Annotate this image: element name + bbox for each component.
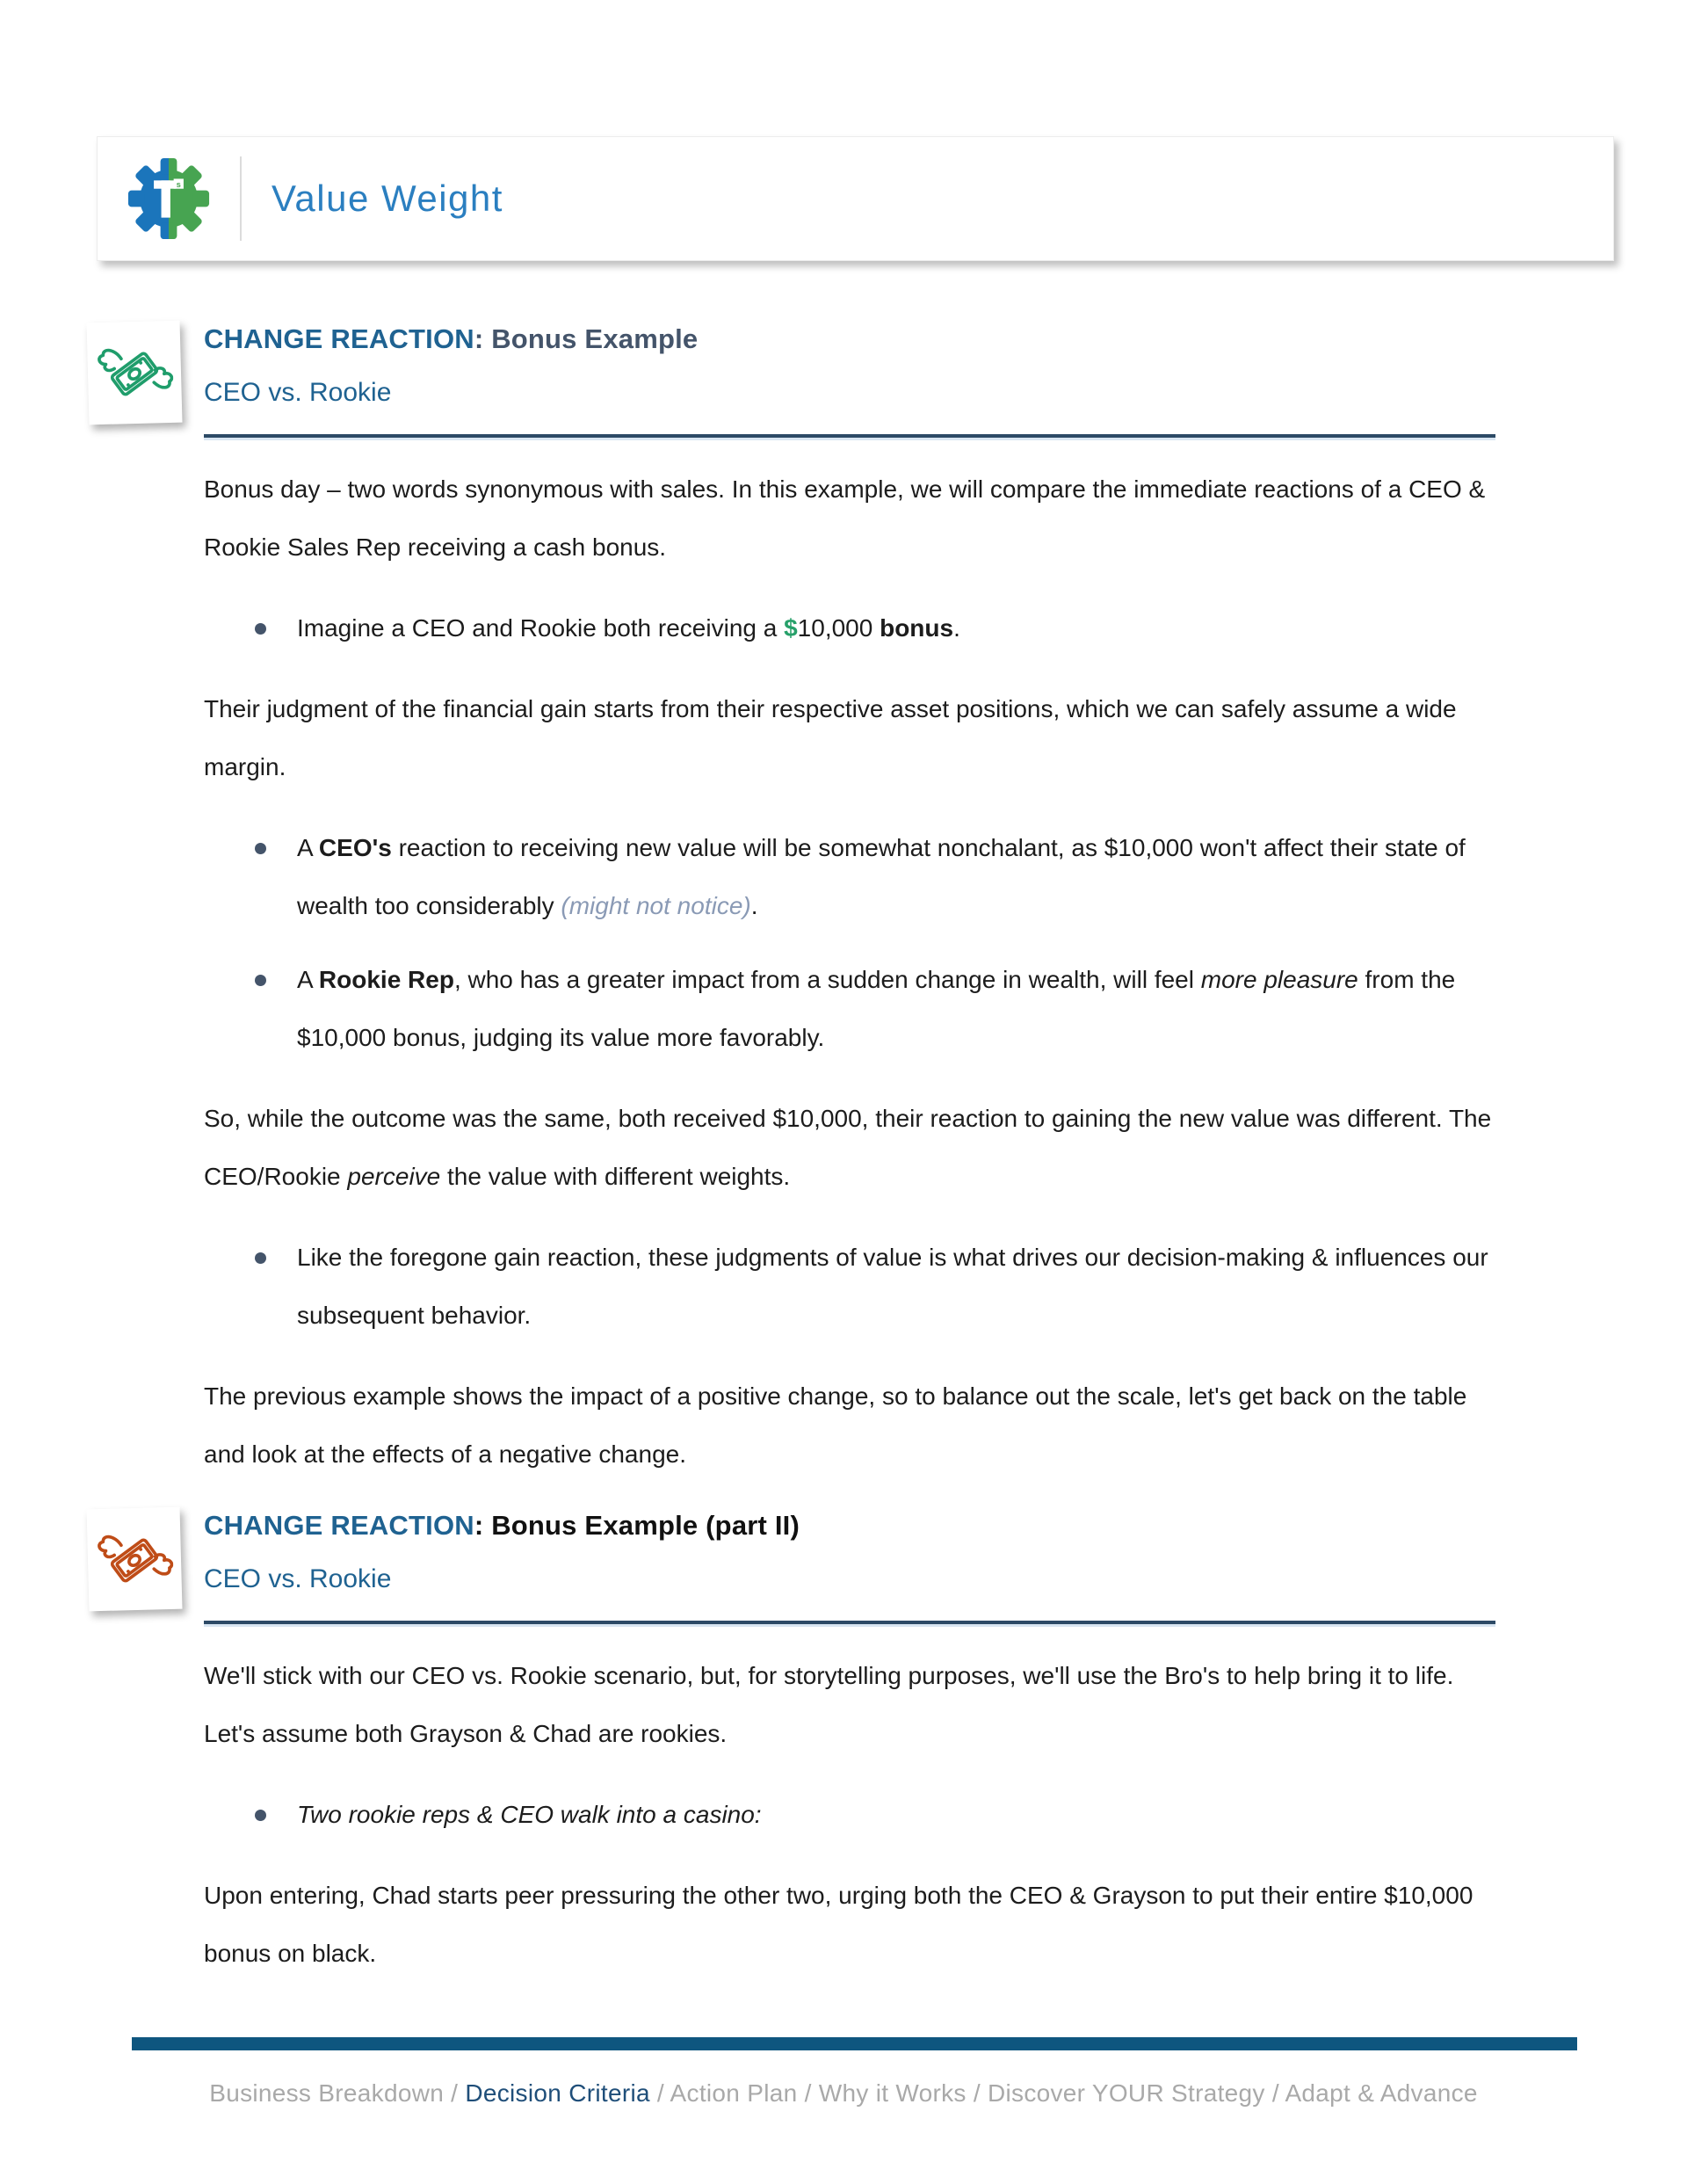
breadcrumb-separator: / bbox=[966, 2079, 988, 2107]
text-span: The previous example shows the impact of a positive change, so to balance out the scale, let's get back on the table and look at the effects of a negative change. bbox=[204, 1382, 1467, 1469]
bullet-item bbox=[204, 819, 1495, 935]
text-span: bonus bbox=[880, 614, 954, 642]
text-span: perceive bbox=[347, 1163, 441, 1191]
breadcrumb-item[interactable]: Adapt & Advance bbox=[1285, 2079, 1478, 2107]
section-body bbox=[204, 461, 1495, 1484]
section-body bbox=[204, 1647, 1495, 1983]
text-span: from the $10,000 bonus, judging its value more favorably. bbox=[297, 966, 1456, 1052]
text-span: Bonus Example (part II) bbox=[491, 1510, 800, 1542]
gear-logo-icon bbox=[127, 157, 210, 240]
text-span: Imagine a CEO and Rookie both receiving a bbox=[297, 614, 785, 642]
breadcrumb-separator: / bbox=[649, 2079, 670, 2107]
paragraph bbox=[204, 1867, 1495, 1983]
text-span: CEO's bbox=[318, 834, 392, 862]
bullet-list bbox=[204, 819, 1495, 1067]
header-divider bbox=[240, 156, 242, 241]
text-span: : bbox=[474, 1510, 492, 1542]
breadcrumb-separator: / bbox=[797, 2079, 819, 2107]
breadcrumb-item[interactable]: Discover YOUR Strategy bbox=[987, 2079, 1265, 2107]
section-heading bbox=[204, 323, 1495, 355]
breadcrumb-item[interactable]: Why it Works bbox=[818, 2079, 967, 2107]
footer-bar bbox=[132, 2037, 1577, 2050]
text-span: . bbox=[750, 892, 758, 920]
text-span: (might not notice) bbox=[561, 892, 751, 920]
text-span: reaction to receiving new value will be somewhat nonchalant, as $10,000 won't affect their state of wealth too considerably bbox=[297, 834, 1466, 920]
breadcrumb-separator: / bbox=[1264, 2079, 1285, 2107]
text-span: Their judgment of the financial gain starts from their respective asset positions, which we can safely assume a wide margin. bbox=[204, 695, 1457, 781]
document-body bbox=[204, 323, 1495, 2006]
breadcrumb-item[interactable]: Action Plan bbox=[670, 2079, 798, 2107]
bullet-item bbox=[204, 599, 1495, 657]
text-span: Bonus day – two words synonymous with sales. In this example, we will compare the immediate reactions of a CEO & Rookie Sales Rep receiving a cash bonus. bbox=[204, 475, 1486, 562]
text-span: We'll stick with our CEO vs. Rookie scenario, but, for storytelling purposes, we'll use the Bro's to help bring it to life. Let's assume both Grayson & Chad are rookies. bbox=[204, 1662, 1454, 1748]
section-heading bbox=[204, 1510, 1495, 1542]
text-span: Two rookie reps & CEO walk into a casino: bbox=[297, 1801, 762, 1829]
text-span: , who has a greater impact from a sudden change in wealth, will feel bbox=[453, 966, 1201, 994]
text-span: Rookie Rep bbox=[318, 966, 454, 994]
breadcrumb-item[interactable]: Business Breakdown bbox=[209, 2079, 445, 2107]
bullet-item bbox=[204, 1229, 1495, 1345]
section-subtitle: CEO vs. Rookie bbox=[204, 1564, 392, 1593]
text-span: CHANGE REACTION bbox=[204, 1510, 474, 1542]
text-span: CHANGE REACTION bbox=[204, 323, 474, 354]
text-span: . bbox=[953, 614, 960, 642]
heading-rule bbox=[204, 1621, 1495, 1624]
text-span: Like the foregone gain reaction, these judgments of value is what drives our decision-making & influences our subsequent behavior. bbox=[297, 1244, 1488, 1330]
paragraph bbox=[204, 1647, 1495, 1763]
text-span: $ bbox=[784, 614, 798, 642]
flying-money-icon bbox=[86, 321, 182, 425]
text-span: Upon entering, Chad starts peer pressuring the other two, urging both the CEO & Grayson to put their entire $10,000 bonus on black. bbox=[204, 1882, 1473, 1968]
breadcrumb-item-active[interactable]: Decision Criteria bbox=[465, 2079, 650, 2107]
bullet-list bbox=[204, 1786, 1495, 1844]
section bbox=[204, 323, 1495, 1484]
bullet-item bbox=[204, 951, 1495, 1067]
text-span: Bonus Example bbox=[491, 323, 699, 354]
text-span: 10,000 bbox=[797, 614, 880, 642]
flying-money-icon bbox=[86, 1507, 182, 1612]
text-span: So, while the outcome was the same, both received $10,000, their reaction to gaining the new value was different. The CEO/Rookie bbox=[204, 1105, 1492, 1191]
bullet-list bbox=[204, 1229, 1495, 1345]
text-span: A bbox=[297, 834, 319, 862]
section bbox=[204, 1510, 1495, 1983]
paragraph bbox=[204, 1368, 1495, 1484]
paragraph bbox=[204, 1090, 1495, 1206]
bullet-item bbox=[204, 1786, 1495, 1844]
page-title: Value Weight bbox=[272, 178, 503, 219]
breadcrumb-separator: / bbox=[444, 2079, 466, 2107]
header-card bbox=[97, 136, 1614, 261]
logo-superscript: s bbox=[176, 178, 181, 189]
breadcrumb bbox=[0, 2079, 1687, 2108]
paragraph bbox=[204, 680, 1495, 796]
text-span: the value with different weights. bbox=[440, 1163, 791, 1191]
paragraph bbox=[204, 461, 1495, 577]
text-span: A bbox=[297, 966, 319, 994]
text-span: : bbox=[474, 323, 492, 354]
section-subtitle: CEO vs. Rookie bbox=[204, 377, 392, 407]
text-span: more pleasure bbox=[1200, 966, 1358, 994]
bullet-list bbox=[204, 599, 1495, 657]
heading-rule bbox=[204, 434, 1495, 438]
